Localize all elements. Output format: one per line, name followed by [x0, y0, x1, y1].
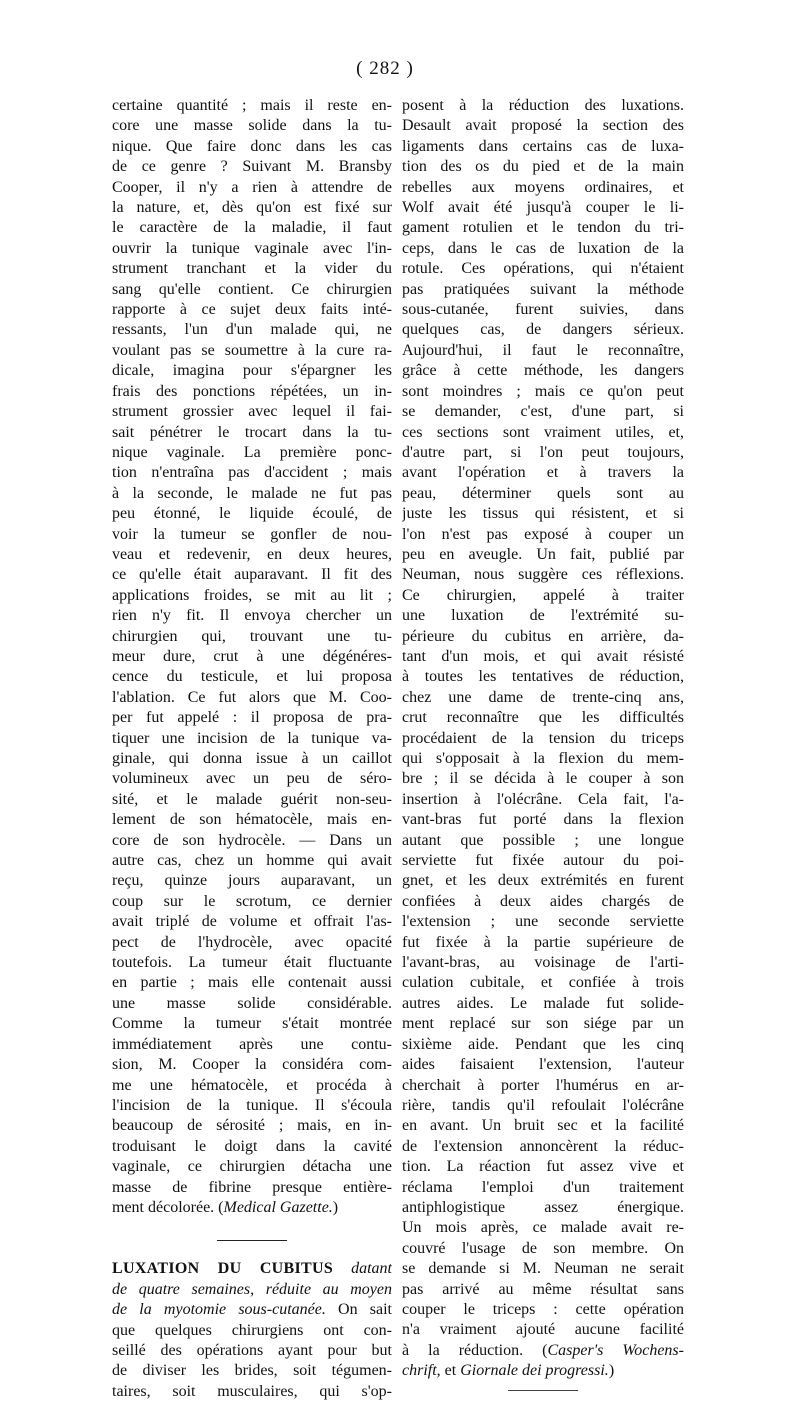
- text-line: en partie ; mais elle contenait aussi: [112, 974, 392, 992]
- text-line: tion des os du pied et de la main: [402, 158, 684, 176]
- right-column: [402, 96, 684, 1391]
- text-line: coup sur le scrotum, ce dernier: [112, 892, 392, 910]
- text-line: l'ablation. Ce fut alors que M. Coo-: [112, 688, 392, 706]
- text-line: seillé des opérations ayant pour but: [112, 1341, 392, 1359]
- text-line: pas arrivé au même résultat sans: [402, 1280, 684, 1298]
- text-line: à la réduction. (Casper's Wochens-: [402, 1341, 684, 1359]
- text-line: cherchait à porter l'humérus en ar-: [402, 1076, 684, 1094]
- text-line: à la seconde, le malade ne fut pas: [112, 484, 392, 502]
- text-line: Cooper, il n'y a rien à attendre de: [112, 178, 392, 196]
- text-line: ligaments dans certains cas de luxa-: [402, 137, 684, 155]
- text-line: que quelques chirurgiens ont con-: [112, 1321, 392, 1339]
- source-citation: chrift,: [402, 1362, 441, 1380]
- text-line: veau et redevenir, en deux heures,: [112, 545, 392, 563]
- text-line: sait pénétrer le trocart dans la tu-: [112, 423, 392, 441]
- text-line: Neuman, nous suggère ces réflexions.: [402, 566, 684, 584]
- text-line: sous-cutanée, furent suivies, dans: [402, 301, 684, 319]
- text-line: ceps, dans le cas de luxation de la: [402, 239, 684, 257]
- source-citation: Casper's Wochens-: [547, 1341, 684, 1359]
- text-line: gnet, et les deux extrémités en furent: [402, 872, 684, 890]
- text-line: per fut appelé : il proposa de pra-: [112, 709, 392, 727]
- text-line: sang qu'elle contient. Ce chirurgien: [112, 280, 392, 298]
- text-line: l'extension ; une seconde serviette: [402, 913, 684, 931]
- text-line: Un mois après, ce malade avait re-: [402, 1219, 684, 1237]
- text-line: se demande si M. Neuman ne serait: [402, 1260, 684, 1278]
- text-line: ces sections sont vraiment utiles, et,: [402, 423, 684, 441]
- text-line: insertion à l'olécrâne. Cela fait, l'a-: [402, 790, 684, 808]
- text-line: applications froides, se mit au lit ;: [112, 586, 392, 604]
- page-number: ( 282 ): [356, 58, 414, 79]
- text-span: ): [608, 1362, 615, 1380]
- text-line: crut reconnaître que les difficultés: [402, 709, 684, 727]
- text-line: de l'extension annoncèrent la réduc-: [402, 1137, 684, 1155]
- text-line: qui s'opposait à la flexion du mem-: [402, 750, 684, 767]
- text-line: frais des ponctions répétées, un in-: [112, 382, 392, 400]
- left-paragraph-2: [112, 1321, 392, 1402]
- text-line: rebelles aux moyens ordinaires, et: [402, 178, 684, 196]
- text-span: ment décolorée. (: [112, 1198, 224, 1216]
- section-divider: [217, 1240, 287, 1241]
- right-paragraph-source-line: [402, 1361, 684, 1381]
- text-line: Desault avait proposé la section des: [402, 117, 684, 135]
- text-line: pas pratiquées suivant la méthode: [402, 280, 684, 298]
- text-line: Comme la tumeur s'était montrée: [112, 1015, 392, 1033]
- text-line: une luxation de l'extrémité su-: [402, 607, 684, 625]
- section-heading-line-1: [112, 1259, 392, 1279]
- text-line: l'on n'est pas exposé à couper un: [402, 525, 684, 543]
- text-line: nique. Que faire donc dans les cas: [112, 137, 392, 155]
- text-line: strument tranchant et la vider du: [112, 260, 392, 278]
- section-heading-title: LUXATION DU CUBITUS: [112, 1260, 334, 1278]
- text-line: tion. La réaction fut assez vive et: [402, 1158, 684, 1176]
- text-line: se demander, c'est, d'une part, si: [402, 403, 684, 421]
- text-line: rotule. Ces opérations, qui n'étaient: [402, 260, 684, 278]
- text-line: core une masse solide dans la tu-: [112, 117, 392, 135]
- left-paragraph-1-last-line: [112, 1198, 392, 1218]
- text-span: ): [332, 1198, 339, 1216]
- text-line: tion n'entraîna pas d'accident ; mais: [112, 464, 392, 482]
- text-line: tiquer une incision de la tunique va-: [112, 729, 392, 747]
- text-line: troduisant le doigt dans la cavité: [112, 1137, 392, 1155]
- text-line: sité, et le malade guérit non-seu-: [112, 790, 392, 808]
- text-line: me une hématocèle, et procéda à: [112, 1076, 392, 1094]
- text-line: avant l'opération et à travers la: [402, 464, 684, 482]
- text-line: posent à la réduction des luxations.: [402, 97, 684, 114]
- text-line: sion, M. Cooper la considéra com-: [112, 1056, 392, 1074]
- text-line: sixième aide. Pendant que les cinq: [402, 1035, 684, 1053]
- text-line: tant d'un mois, et qui avait résisté: [402, 647, 684, 665]
- text-line: meur dure, crut à une dégénéres-: [112, 647, 392, 665]
- text-line: confiées à deux aides chargés de: [402, 892, 684, 910]
- text-line: réclama l'emploi d'un traitement: [402, 1178, 684, 1196]
- text-line: l'incision de la tunique. Il s'écoula: [112, 1096, 392, 1114]
- text-line: Wolf avait été jusqu'à couper le li-: [402, 199, 684, 217]
- text-line: vaginale, ce chirurgien détacha une: [112, 1158, 392, 1176]
- text-line: à toutes les tentatives de réduction,: [402, 668, 684, 686]
- text-line: strument grossier avec lequel il fai-: [112, 403, 392, 421]
- text-line: Aujourd'hui, il faut le reconnaître,: [402, 341, 684, 359]
- right-paragraph: [402, 96, 684, 1361]
- text-line: grâce à cette méthode, les dangers: [402, 362, 684, 380]
- text-line: masse de fibrine presque entière-: [112, 1178, 392, 1196]
- text-line: couper le triceps : cette opération: [402, 1300, 684, 1318]
- text-line: ginale, qui donna issue à un caillot: [112, 750, 392, 767]
- text-line: serviette fut fixée autour du poi-: [402, 852, 684, 870]
- text-line: chirurgien qui, trouvant une tu-: [112, 627, 392, 645]
- text-line: core de son hydrocèle. — Dans un: [112, 831, 392, 849]
- text-line: rière, tandis qu'il refoulait l'olécrâne: [402, 1096, 684, 1114]
- section-divider: [508, 1390, 578, 1391]
- text-line: quelques cas, de dangers sérieux.: [402, 321, 684, 339]
- source-citation: Giornale dei progressi.: [460, 1362, 609, 1380]
- text-line: l'avant-bras, au voisinage de l'arti-: [402, 954, 684, 972]
- text-line: ouvrir la tunique vaginale avec l'in-: [112, 239, 392, 257]
- text-line: peau, déterminer quels sont au: [402, 484, 684, 502]
- text-line: ce qu'elle était auparavant. Il fit des: [112, 566, 392, 584]
- text-line: de diviser les brides, soit tégumen-: [112, 1362, 392, 1380]
- text-line: en avant. Un bruit sec et la facilité: [402, 1117, 684, 1135]
- text-line: certaine quantité ; mais il reste en-: [112, 97, 392, 114]
- text-line: culation cubitale, et confiée à trois: [402, 974, 684, 992]
- text-line: autre cas, chez un homme qui avait: [112, 852, 392, 870]
- text-line: lement de son hématocèle, mais en-: [112, 811, 392, 829]
- section-heading-italic: datant: [351, 1260, 392, 1278]
- source-citation: Medical Gazette.: [223, 1198, 333, 1216]
- text-line: bre ; il se décida à le couper à son: [402, 770, 684, 788]
- text-line: aides faisaient l'extension, l'auteur: [402, 1056, 684, 1074]
- text-line: volumineux avec un peu de séro-: [112, 770, 392, 788]
- text-line: vant-bras fut porté dans la flexion: [402, 811, 684, 829]
- section-heading-italic: de la myotomie sous-cutanée.: [112, 1301, 326, 1319]
- left-column: [112, 96, 392, 1402]
- text-line: antiphlogistique assez énergique.: [402, 1198, 684, 1216]
- text-line: voir la tumeur se gonfler de nou-: [112, 525, 392, 543]
- text-line: fut fixée à la partie supérieure de: [402, 933, 684, 951]
- text-line: Ce chirurgien, appelé à traiter: [402, 586, 684, 604]
- text-line: cence du testicule, et lui proposa: [112, 668, 392, 686]
- text-line: une masse solide considérable.: [112, 994, 392, 1012]
- text-line: la nature, et, dès qu'on est fixé sur: [112, 199, 392, 217]
- text-line: peu étonné, le liquide écoulé, de: [112, 505, 392, 523]
- text-line: dicale, imagina pour s'épargner les: [112, 362, 392, 380]
- text-line: périeure du cubitus en arrière, da-: [402, 627, 684, 645]
- text-line: voulant pas se soumettre à la cure ra-: [112, 341, 392, 359]
- text-line: ment replacé sur son siége par un: [402, 1015, 684, 1033]
- text-line: de ce genre ? Suivant M. Bransby: [112, 158, 392, 176]
- text-line: ressants, l'un d'un malade qui, ne: [112, 321, 392, 339]
- left-paragraph-1: [112, 96, 392, 1198]
- section-heading-line-3: [112, 1300, 392, 1320]
- text-line: rien n'y fit. Il envoya chercher un: [112, 607, 392, 625]
- text-line: nique vaginale. La première ponc-: [112, 443, 392, 461]
- text-line: chez une dame de trente-cinq ans,: [402, 688, 684, 706]
- text-line: avait triplé de volume et offrait l'as-: [112, 913, 392, 931]
- text-line: autant que possible ; une longue: [402, 831, 684, 849]
- section-heading-line-2: [112, 1280, 392, 1300]
- text-line: pect de l'hydrocèle, avec opacité: [112, 933, 392, 951]
- section-heading-italic: de quatre semaines, réduite au moyen: [112, 1280, 392, 1298]
- text-line: procédaient de la tension du triceps: [402, 729, 684, 747]
- text-line: toutefois. La tumeur était fluctuante: [112, 954, 392, 972]
- text-span: On sait: [325, 1301, 392, 1319]
- text-line: peu en aveugle. Un fait, publié par: [402, 545, 684, 563]
- text-line: n'a vraiment ajouté aucune facilité: [402, 1321, 684, 1339]
- text-line: couvré l'usage de son membre. On: [402, 1239, 684, 1257]
- text-line: rapporte à ce sujet deux faits inté-: [112, 301, 392, 319]
- text-line: immédiatement après une contu-: [112, 1035, 392, 1053]
- text-line: juste les tissus qui résistent, et si: [402, 505, 684, 523]
- text-line: reçu, quinze jours auparavant, un: [112, 872, 392, 890]
- text-line: le caractère de la maladie, il faut: [112, 219, 392, 237]
- text-line: beaucoup de sérosité ; mais, en in-: [112, 1117, 392, 1135]
- text-line: taires, soit musculaires, qui s'op-: [112, 1382, 392, 1400]
- text-line: autres aides. Le malade fut solide-: [402, 994, 684, 1012]
- text-line: gament rotulien et le tendon du tri-: [402, 219, 684, 237]
- text-span: et: [440, 1362, 461, 1380]
- text-line: d'autre part, si l'on peut toujours,: [402, 443, 684, 461]
- text-line: sont moindres ; mais ce qu'on peut: [402, 382, 684, 400]
